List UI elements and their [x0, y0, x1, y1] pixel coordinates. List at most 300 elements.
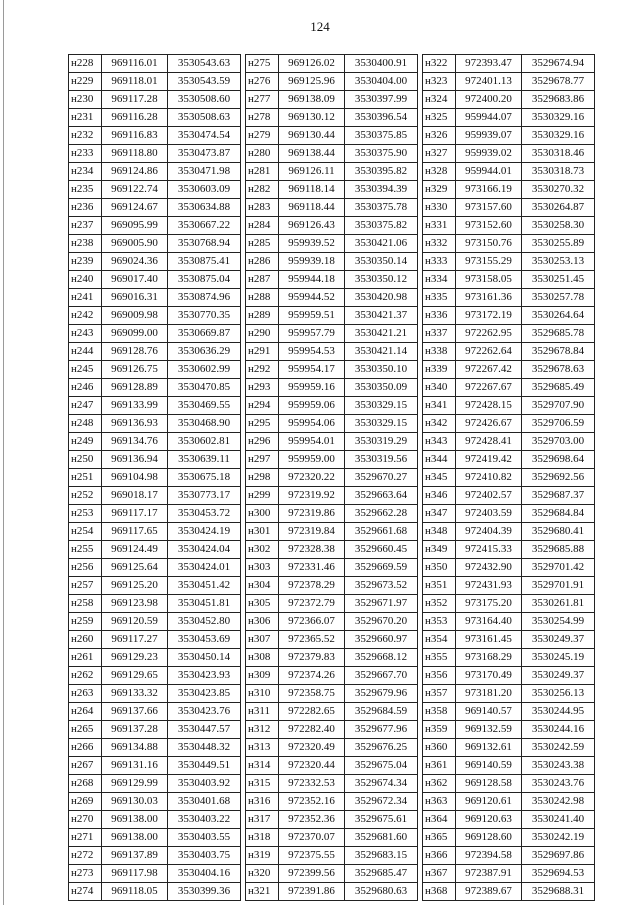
y-coordinate-cell: 3529676.25: [345, 739, 418, 757]
table-row: [69, 55, 241, 73]
point-id-cell: н298: [246, 469, 279, 487]
table-row: [423, 289, 595, 307]
table-row: [246, 55, 418, 73]
point-id-cell: н329: [423, 181, 456, 199]
table-row: [246, 811, 418, 829]
point-id-cell: н228: [69, 55, 102, 73]
y-coordinate-cell: 3530543.59: [168, 73, 241, 91]
y-coordinate-cell: 3530318.73: [522, 163, 595, 181]
point-id-cell: н310: [246, 685, 279, 703]
point-id-cell: н252: [69, 487, 102, 505]
point-id-cell: н285: [246, 235, 279, 253]
x-coordinate-cell: 972403.59: [456, 505, 522, 523]
y-coordinate-cell: 3530420.98: [345, 289, 418, 307]
coordinates-table: [422, 54, 595, 901]
y-coordinate-cell: 3530636.29: [168, 343, 241, 361]
table-row: [69, 379, 241, 397]
point-id-cell: н315: [246, 775, 279, 793]
y-coordinate-cell: 3530257.78: [522, 289, 595, 307]
x-coordinate-cell: 969136.93: [102, 415, 168, 433]
y-coordinate-cell: 3530264.87: [522, 199, 595, 217]
x-coordinate-cell: 972267.42: [456, 361, 522, 379]
y-coordinate-cell: 3530350.14: [345, 253, 418, 271]
point-id-cell: н316: [246, 793, 279, 811]
point-id-cell: н345: [423, 469, 456, 487]
table-row: [69, 415, 241, 433]
table-row: [423, 109, 595, 127]
x-coordinate-cell: 969122.74: [102, 181, 168, 199]
point-id-cell: н267: [69, 757, 102, 775]
point-id-cell: н275: [246, 55, 279, 73]
point-id-cell: н255: [69, 541, 102, 559]
y-coordinate-cell: 3530375.90: [345, 145, 418, 163]
point-id-cell: н272: [69, 847, 102, 865]
x-coordinate-cell: 959959.51: [279, 307, 345, 325]
y-coordinate-cell: 3529671.97: [345, 595, 418, 613]
table-row: [423, 739, 595, 757]
x-coordinate-cell: 972352.36: [279, 811, 345, 829]
point-id-cell: н243: [69, 325, 102, 343]
table-row: [69, 523, 241, 541]
table-row: [246, 757, 418, 775]
table-row: [246, 199, 418, 217]
table-row: [246, 73, 418, 91]
point-id-cell: н295: [246, 415, 279, 433]
y-coordinate-cell: 3529698.64: [522, 451, 595, 469]
point-id-cell: н257: [69, 577, 102, 595]
table-row: [246, 721, 418, 739]
point-id-cell: н240: [69, 271, 102, 289]
y-coordinate-cell: 3530449.51: [168, 757, 241, 775]
point-id-cell: н343: [423, 433, 456, 451]
y-coordinate-cell: 3530468.90: [168, 415, 241, 433]
y-coordinate-cell: 3530473.87: [168, 145, 241, 163]
x-coordinate-cell: 969130.03: [102, 793, 168, 811]
point-id-cell: н254: [69, 523, 102, 541]
point-id-cell: н284: [246, 217, 279, 235]
point-id-cell: н349: [423, 541, 456, 559]
table-row: [69, 181, 241, 199]
x-coordinate-cell: 972389.67: [456, 883, 522, 901]
y-coordinate-cell: 3529680.41: [522, 523, 595, 541]
x-coordinate-cell: 969116.28: [102, 109, 168, 127]
x-coordinate-cell: 973181.20: [456, 685, 522, 703]
x-coordinate-cell: 959959.16: [279, 379, 345, 397]
y-coordinate-cell: 3530421.21: [345, 325, 418, 343]
y-coordinate-cell: 3530404.00: [345, 73, 418, 91]
table-row: [69, 163, 241, 181]
point-id-cell: н341: [423, 397, 456, 415]
point-id-cell: н245: [69, 361, 102, 379]
x-coordinate-cell: 969117.65: [102, 523, 168, 541]
x-coordinate-cell: 973157.60: [456, 199, 522, 217]
table-row: [423, 559, 595, 577]
x-coordinate-cell: 969024.36: [102, 253, 168, 271]
x-coordinate-cell: 972358.75: [279, 685, 345, 703]
coordinates-table: [245, 54, 418, 901]
point-id-cell: н230: [69, 91, 102, 109]
y-coordinate-cell: 3529675.04: [345, 757, 418, 775]
table-row: [246, 451, 418, 469]
point-id-cell: н307: [246, 631, 279, 649]
table-row: [246, 631, 418, 649]
x-coordinate-cell: 972320.44: [279, 757, 345, 775]
point-id-cell: н365: [423, 829, 456, 847]
table-row: [246, 685, 418, 703]
point-id-cell: н251: [69, 469, 102, 487]
table-row: [246, 181, 418, 199]
y-coordinate-cell: 3530350.09: [345, 379, 418, 397]
table-row: [69, 91, 241, 109]
table-row: [69, 631, 241, 649]
point-id-cell: н320: [246, 865, 279, 883]
y-coordinate-cell: 3530401.68: [168, 793, 241, 811]
point-id-cell: н305: [246, 595, 279, 613]
page-number: 124: [310, 19, 330, 34]
y-coordinate-cell: 3530424.04: [168, 541, 241, 559]
y-coordinate-cell: 3530424.19: [168, 523, 241, 541]
x-coordinate-cell: 969133.32: [102, 685, 168, 703]
x-coordinate-cell: 972319.84: [279, 523, 345, 541]
x-coordinate-cell: 973164.40: [456, 613, 522, 631]
point-id-cell: н291: [246, 343, 279, 361]
point-id-cell: н366: [423, 847, 456, 865]
table-row: [423, 577, 595, 595]
x-coordinate-cell: 969120.63: [456, 811, 522, 829]
table-row: [246, 433, 418, 451]
y-coordinate-cell: 3530451.81: [168, 595, 241, 613]
table-row: [246, 397, 418, 415]
table-row: [246, 91, 418, 109]
table-row: [69, 343, 241, 361]
table-row: [69, 595, 241, 613]
y-coordinate-cell: 3529674.94: [522, 55, 595, 73]
table-row: [423, 235, 595, 253]
y-coordinate-cell: 3530319.56: [345, 451, 418, 469]
table-row: [423, 145, 595, 163]
x-coordinate-cell: 969126.75: [102, 361, 168, 379]
x-coordinate-cell: 972282.40: [279, 721, 345, 739]
y-coordinate-cell: 3530242.98: [522, 793, 595, 811]
x-coordinate-cell: 959959.06: [279, 397, 345, 415]
x-coordinate-cell: 969118.05: [102, 883, 168, 901]
y-coordinate-cell: 3529688.31: [522, 883, 595, 901]
x-coordinate-cell: 972394.58: [456, 847, 522, 865]
table-row: [69, 505, 241, 523]
table-row: [246, 217, 418, 235]
point-id-cell: н278: [246, 109, 279, 127]
x-coordinate-cell: 969130.44: [279, 127, 345, 145]
point-id-cell: н294: [246, 397, 279, 415]
point-id-cell: н319: [246, 847, 279, 865]
table-row: [69, 217, 241, 235]
x-coordinate-cell: 972320.49: [279, 739, 345, 757]
point-id-cell: н309: [246, 667, 279, 685]
y-coordinate-cell: 3530395.82: [345, 163, 418, 181]
point-id-cell: н340: [423, 379, 456, 397]
table-row: [246, 415, 418, 433]
point-id-cell: н289: [246, 307, 279, 325]
y-coordinate-cell: 3530634.88: [168, 199, 241, 217]
point-id-cell: н325: [423, 109, 456, 127]
table-row: [69, 145, 241, 163]
table-row: [246, 523, 418, 541]
y-coordinate-cell: 3530318.46: [522, 145, 595, 163]
y-coordinate-cell: 3530421.14: [345, 343, 418, 361]
y-coordinate-cell: 3530602.81: [168, 433, 241, 451]
y-coordinate-cell: 3530602.99: [168, 361, 241, 379]
point-id-cell: н318: [246, 829, 279, 847]
table-row: [246, 775, 418, 793]
x-coordinate-cell: 969128.58: [456, 775, 522, 793]
x-coordinate-cell: 969018.17: [102, 487, 168, 505]
y-coordinate-cell: 3530874.96: [168, 289, 241, 307]
x-coordinate-cell: 969016.31: [102, 289, 168, 307]
table-row: [423, 181, 595, 199]
x-coordinate-cell: 972431.93: [456, 577, 522, 595]
point-id-cell: н335: [423, 289, 456, 307]
y-coordinate-cell: 3529680.63: [345, 883, 418, 901]
table-row: [246, 883, 418, 901]
x-coordinate-cell: 969137.28: [102, 721, 168, 739]
x-coordinate-cell: 972410.82: [456, 469, 522, 487]
y-coordinate-cell: 3529672.34: [345, 793, 418, 811]
point-id-cell: н361: [423, 757, 456, 775]
x-coordinate-cell: 969120.59: [102, 613, 168, 631]
point-id-cell: н354: [423, 631, 456, 649]
table-row: [423, 253, 595, 271]
y-coordinate-cell: 3530264.64: [522, 307, 595, 325]
x-coordinate-cell: 972401.13: [456, 73, 522, 91]
point-id-cell: н338: [423, 343, 456, 361]
y-coordinate-cell: 3530261.81: [522, 595, 595, 613]
y-coordinate-cell: 3530453.72: [168, 505, 241, 523]
table-row: [246, 253, 418, 271]
x-coordinate-cell: 972267.67: [456, 379, 522, 397]
table-row: [69, 883, 241, 901]
point-id-cell: н297: [246, 451, 279, 469]
table-row: [246, 595, 418, 613]
table-row: [423, 541, 595, 559]
y-coordinate-cell: 3530375.78: [345, 199, 418, 217]
y-coordinate-cell: 3529670.27: [345, 469, 418, 487]
y-coordinate-cell: 3530329.15: [345, 415, 418, 433]
y-coordinate-cell: 3529668.12: [345, 649, 418, 667]
table-row: [69, 703, 241, 721]
point-id-cell: н258: [69, 595, 102, 613]
x-coordinate-cell: 972428.41: [456, 433, 522, 451]
y-coordinate-cell: 3530242.19: [522, 829, 595, 847]
point-id-cell: н239: [69, 253, 102, 271]
y-coordinate-cell: 3530508.60: [168, 91, 241, 109]
x-coordinate-cell: 969125.96: [279, 73, 345, 91]
x-coordinate-cell: 969126.02: [279, 55, 345, 73]
point-id-cell: н300: [246, 505, 279, 523]
point-id-cell: н352: [423, 595, 456, 613]
y-coordinate-cell: 3530350.12: [345, 271, 418, 289]
x-coordinate-cell: 969131.16: [102, 757, 168, 775]
table-row: [423, 793, 595, 811]
table-row: [423, 415, 595, 433]
table-row: [423, 451, 595, 469]
point-id-cell: н266: [69, 739, 102, 757]
table-row: [246, 703, 418, 721]
table-row: [246, 109, 418, 127]
y-coordinate-cell: 3530470.85: [168, 379, 241, 397]
y-coordinate-cell: 3529663.64: [345, 487, 418, 505]
y-coordinate-cell: 3529678.77: [522, 73, 595, 91]
table-row: [423, 631, 595, 649]
x-coordinate-cell: 969104.98: [102, 469, 168, 487]
x-coordinate-cell: 973170.49: [456, 667, 522, 685]
table-row: [423, 775, 595, 793]
x-coordinate-cell: 969138.00: [102, 811, 168, 829]
x-coordinate-cell: 969117.27: [102, 631, 168, 649]
table-row: [423, 721, 595, 739]
point-id-cell: н330: [423, 199, 456, 217]
y-coordinate-cell: 3530474.54: [168, 127, 241, 145]
y-coordinate-cell: 3530253.13: [522, 253, 595, 271]
x-coordinate-cell: 969130.12: [279, 109, 345, 127]
table-row: [246, 505, 418, 523]
x-coordinate-cell: 972426.67: [456, 415, 522, 433]
y-coordinate-cell: 3529685.47: [345, 865, 418, 883]
point-id-cell: н350: [423, 559, 456, 577]
y-coordinate-cell: 3530258.30: [522, 217, 595, 235]
x-coordinate-cell: 969140.59: [456, 757, 522, 775]
point-id-cell: н312: [246, 721, 279, 739]
x-coordinate-cell: 972375.55: [279, 847, 345, 865]
y-coordinate-cell: 3530452.80: [168, 613, 241, 631]
point-id-cell: н288: [246, 289, 279, 307]
table-row: [423, 343, 595, 361]
point-id-cell: н247: [69, 397, 102, 415]
x-coordinate-cell: 969125.20: [102, 577, 168, 595]
point-id-cell: н234: [69, 163, 102, 181]
x-coordinate-cell: 959954.53: [279, 343, 345, 361]
table-row: [423, 703, 595, 721]
point-id-cell: н367: [423, 865, 456, 883]
table-row: [246, 577, 418, 595]
point-id-cell: н280: [246, 145, 279, 163]
point-id-cell: н232: [69, 127, 102, 145]
point-id-cell: н290: [246, 325, 279, 343]
table-row: [69, 361, 241, 379]
table-row: [69, 613, 241, 631]
point-id-cell: н306: [246, 613, 279, 631]
x-coordinate-cell: 972365.52: [279, 631, 345, 649]
table-row: [246, 541, 418, 559]
table-row: [69, 451, 241, 469]
point-id-cell: н308: [246, 649, 279, 667]
point-id-cell: н276: [246, 73, 279, 91]
table-row: [69, 109, 241, 127]
x-coordinate-cell: 972393.47: [456, 55, 522, 73]
x-coordinate-cell: 969009.98: [102, 307, 168, 325]
x-coordinate-cell: 973168.29: [456, 649, 522, 667]
point-id-cell: н279: [246, 127, 279, 145]
y-coordinate-cell: 3530242.59: [522, 739, 595, 757]
y-coordinate-cell: 3530508.63: [168, 109, 241, 127]
x-coordinate-cell: 969123.98: [102, 595, 168, 613]
point-id-cell: н236: [69, 199, 102, 217]
y-coordinate-cell: 3530329.15: [345, 397, 418, 415]
y-coordinate-cell: 3529684.59: [345, 703, 418, 721]
x-coordinate-cell: 969132.61: [456, 739, 522, 757]
x-coordinate-cell: 972387.91: [456, 865, 522, 883]
point-id-cell: н271: [69, 829, 102, 847]
table-row: [423, 199, 595, 217]
point-id-cell: н317: [246, 811, 279, 829]
table-row: [69, 559, 241, 577]
table-row: [69, 649, 241, 667]
y-coordinate-cell: 3530329.16: [522, 127, 595, 145]
x-coordinate-cell: 969129.99: [102, 775, 168, 793]
y-coordinate-cell: 3530421.06: [345, 235, 418, 253]
point-id-cell: н263: [69, 685, 102, 703]
x-coordinate-cell: 973152.60: [456, 217, 522, 235]
table-row: [69, 487, 241, 505]
y-coordinate-cell: 3529667.70: [345, 667, 418, 685]
x-coordinate-cell: 972372.79: [279, 595, 345, 613]
point-id-cell: н246: [69, 379, 102, 397]
table-row: [69, 793, 241, 811]
x-coordinate-cell: 973161.45: [456, 631, 522, 649]
y-coordinate-cell: 3529670.20: [345, 613, 418, 631]
x-coordinate-cell: 973158.05: [456, 271, 522, 289]
y-coordinate-cell: 3529685.78: [522, 325, 595, 343]
table-row: [423, 505, 595, 523]
y-coordinate-cell: 3529679.96: [345, 685, 418, 703]
point-id-cell: н362: [423, 775, 456, 793]
y-coordinate-cell: 3530403.22: [168, 811, 241, 829]
y-coordinate-cell: 3530768.94: [168, 235, 241, 253]
x-coordinate-cell: 959957.79: [279, 325, 345, 343]
y-coordinate-cell: 3530394.39: [345, 181, 418, 199]
y-coordinate-cell: 3530399.36: [168, 883, 241, 901]
y-coordinate-cell: 3530397.99: [345, 91, 418, 109]
point-id-cell: н231: [69, 109, 102, 127]
table-row: [246, 307, 418, 325]
point-id-cell: н292: [246, 361, 279, 379]
point-id-cell: н358: [423, 703, 456, 721]
table-row: [69, 289, 241, 307]
y-coordinate-cell: 3530675.18: [168, 469, 241, 487]
point-id-cell: н337: [423, 325, 456, 343]
point-id-cell: н286: [246, 253, 279, 271]
y-coordinate-cell: 3529707.90: [522, 397, 595, 415]
x-coordinate-cell: 959954.01: [279, 433, 345, 451]
table-row: [423, 685, 595, 703]
x-coordinate-cell: 969117.28: [102, 91, 168, 109]
y-coordinate-cell: 3530329.16: [522, 109, 595, 127]
point-id-cell: н229: [69, 73, 102, 91]
table-row: [246, 613, 418, 631]
y-coordinate-cell: 3529677.96: [345, 721, 418, 739]
table-row: [423, 469, 595, 487]
point-id-cell: н328: [423, 163, 456, 181]
table-row: [69, 469, 241, 487]
y-coordinate-cell: 3530350.10: [345, 361, 418, 379]
table-row: [69, 199, 241, 217]
x-coordinate-cell: 969116.01: [102, 55, 168, 73]
table-row: [246, 145, 418, 163]
x-coordinate-cell: 972262.95: [456, 325, 522, 343]
x-coordinate-cell: 973155.29: [456, 253, 522, 271]
table-row: [69, 757, 241, 775]
y-coordinate-cell: 3530249.37: [522, 667, 595, 685]
table-row: [69, 829, 241, 847]
